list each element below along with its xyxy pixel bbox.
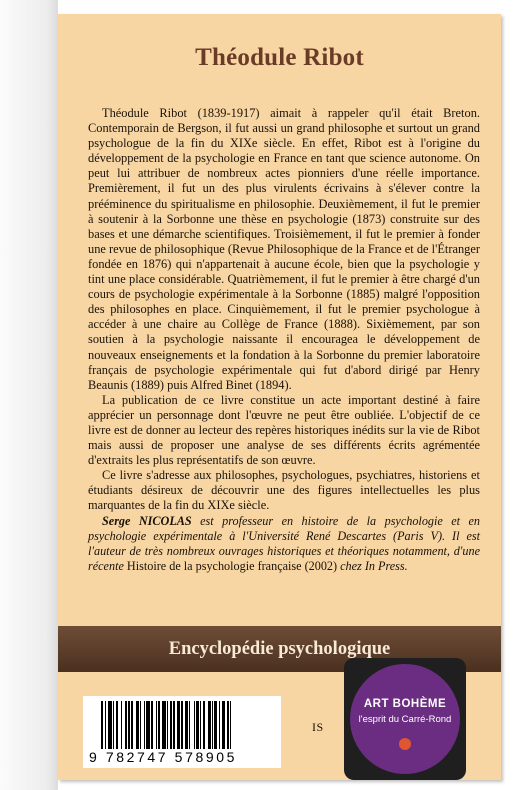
blurb-paragraph-3 [88,468,480,513]
author-note-publisher: chez In Press. [340,559,408,574]
barcode-bar [231,701,233,749]
scan-background [0,0,58,790]
bookseller-sticker [344,658,466,780]
sticker-logo-icon [399,738,411,750]
blurb-paragraph-2 [88,393,480,468]
blurb [88,106,480,514]
collection-name: Encyclopédie psychologique [168,638,391,659]
barcode-bars [101,701,273,749]
sticker-brand: ART BOHÈME [363,698,447,710]
book-back-cover [58,14,501,780]
author-note-text: est professeur en histoire de la psychologie et en psychologie expérimentale à l'Université René Descartes (Paris V). Il est l'auteur de très nombreux ouvrages historiques et théoriques notamment, d'une récente [88,514,480,574]
book-title: Théodule Ribot [195,44,364,71]
barcode-digits: 9 782747 578905 [89,749,237,765]
author-book-title: Histoire de la psychologie française [126,559,302,574]
blurb-paragraph-2-text: La publication de ce livre constitue un acte important destiné à faire apprécier un personnage dont l'œuvre ne peut être oubliée. L'objectif de ce livre est de donner au lecteur des repères historiques inédits sur la vie de Ribot mais aussi de proposer une analyse de ses différents écrits agrémentée d'extraits les plus représentatifs de son œuvre. [88,392,480,468]
author-book-year: (2002) [301,559,341,574]
author-name: Serge NICOLAS [102,514,192,528]
barcode [83,696,281,768]
blurb-paragraph-3-text: Ce livre s'adresse aux philosophes, psychologues, psychiatres, historiens et étudiants désireux de découvrir une des figures intellectuelles les plus marquantes de la fin du XIXe siècle. [88,468,480,513]
sticker-tagline: l'esprit du Carré-Rond [358,714,452,725]
sticker-circle [350,664,460,774]
blurb-paragraph-1 [88,106,480,393]
isbn-label: IS [312,720,324,734]
author-note [88,514,480,574]
blurb-paragraph-1-text: Théodule Ribot (1839-1917) aimait à rappeler qu'il était Breton. Contemporain de Bergson, il fut aussi un grand philosophe et surtout un grand psychologue de la fin du XIXe siècle. En effet, Ribot est à l'origine du développement de la psychologie en France en tant que science autonome. On peut lui attribuer de nombreux actes pionniers d'une réelle importance. Premièrement, il fut un des plus virulents écrivains à s'élever contre la prééminence du spiritualisme en philosophie. Deuxièmement, il fut le premier à soutenir à la Sorbonne une thèse en psychologie (1873) construite sur des bases et une démarche scientifiques. Troisièmement, il fut le premier à fonder une revue de philosophique (Revue Philosophique de la France et de l'Étranger fondée en 1876) qui n'appartenait à aucune école, bien que la psychologie y tint une place considérable. Quatrièmement, il fut le premier à être chargé d'un cours de psychologie expérimentale à la Sorbonne (1885) malgré l'opposition des philosophes en place. Cinquièmement, il fut le premier psychologue à accéder à une chaire au Collège de France (1888). Sixièmement, par son soutien à la psychologie naissante il encouragea le développement de nouveaux enseignements et la fondation à la Sorbonne du premier laboratoire français de psychologie expérimentale qui fut d'abord dirigé par Henry Beaunis (1889) puis Alfred Binet (1894). [88,106,480,392]
